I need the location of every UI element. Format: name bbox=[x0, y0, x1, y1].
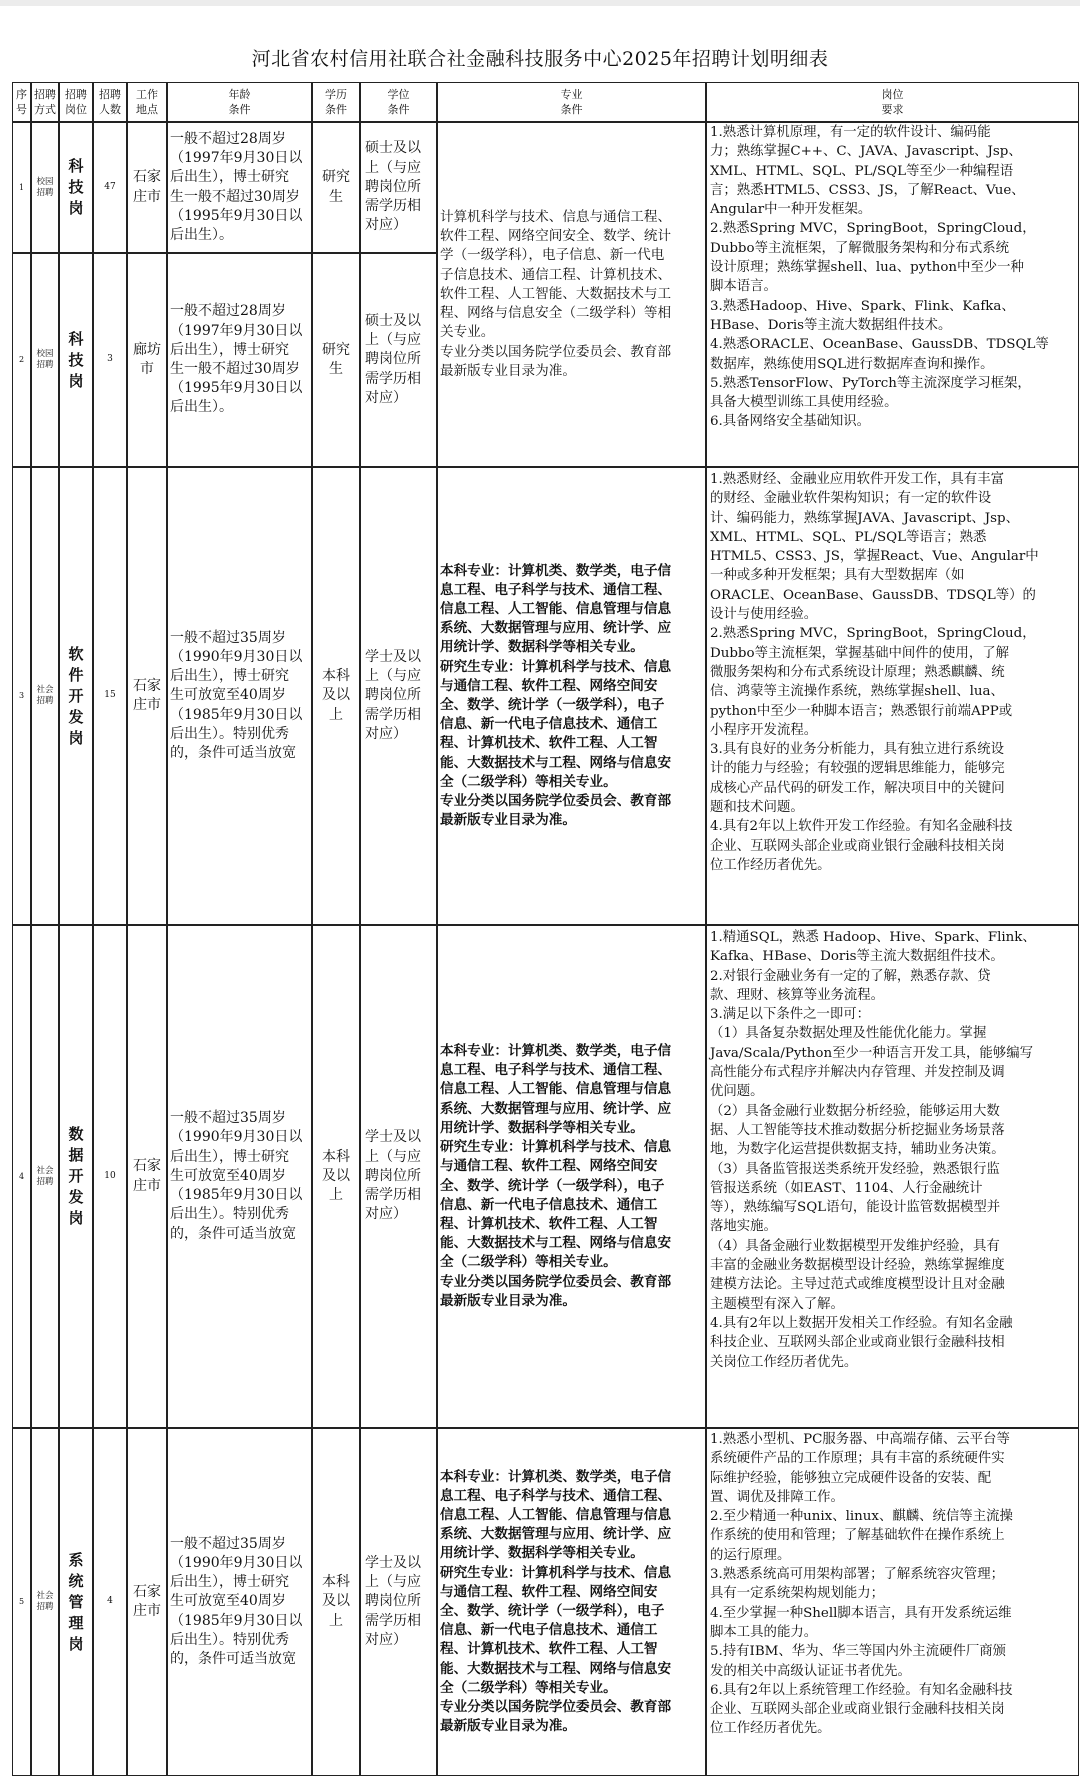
recruit-method: 校园 招聘 bbox=[31, 122, 59, 253]
post-name: 软 件 开 发 岗 bbox=[59, 467, 93, 925]
education-condition: 研究 生 bbox=[312, 122, 360, 253]
recruitment-table bbox=[12, 82, 1079, 1776]
major-condition: 计算机科学与技术、信息与通信工程、 软件工程、网络空间安全、数学、统计 学（一级学科），电子信息、新一代电 子信息技术、通信工程、计算机技术、 软件工程、人工智能、大数据技术与工 程、网络与信息安全（二级学科）等相 关专业。 专业分类以国务院学位委员会、教育部 最新版专业目录为准。 bbox=[437, 122, 706, 467]
degree-condition: 学士及以 上（与应 聘岗位所 需学历相 对应） bbox=[360, 467, 437, 925]
post-requirements: 1.熟悉小型机、PC服务器、中高端存储、云平台等 系统硬件产品的工作原理；具有丰富的系统硬件实 际维护经验，能够独立完成硬件设备的安装、配 置、调优及排障工作。 2.至少精通一种unix、linux、麒麟、统信等主流操 作系统的使用和管理；了解基础软件在操作系统上 的运行原理。 3.熟悉系统高可用架构部署；了解系统容灾管理； 具有一定系统架构规划能力； 4.至少掌握一种Shell脚本语言，具有开发系统运维 脚本工具的能力。 5.持有IBM、华为、华三等国内外主流硬件厂商颁 发的相关中高级认证证书者优先。 6.具有2年以上系统管理工作经验。有知名金融科技 企业、互联网头部企业或商业银行金融科技相关岗 位工作经历者优先。 bbox=[706, 1428, 1079, 1776]
work-location: 石家 庄市 bbox=[127, 122, 167, 253]
education-condition: 本科 及以 上 bbox=[312, 925, 360, 1428]
degree-condition: 学士及以 上（与应 聘岗位所 需学历相 对应） bbox=[360, 1428, 437, 1776]
age-condition: 一般不超过28周岁 （1997年9月30日以 后出生），博士研究 生一般不超过30周岁 （1995年9月30日以 后出生）。 bbox=[167, 253, 312, 467]
table-row bbox=[12, 467, 1079, 925]
post-name: 系 统 管 理 岗 bbox=[59, 1428, 93, 1776]
row-index: 3 bbox=[12, 467, 31, 925]
degree-condition: 硕士及以 上（与应 聘岗位所 需学历相 对应） bbox=[360, 253, 437, 467]
header-age: 年龄 条件 bbox=[167, 82, 312, 122]
degree-condition: 学士及以 上（与应 聘岗位所 需学历相 对应） bbox=[360, 925, 437, 1428]
age-condition: 一般不超过35周岁 （1990年9月30日以 后出生），博士研究 生可放宽至40周岁 （1985年9月30日以 后出生）。特别优秀 的，条件可适当放宽 bbox=[167, 467, 312, 925]
header-education: 学历 条件 bbox=[312, 82, 360, 122]
header-major: 专业 条件 bbox=[437, 82, 706, 122]
header-row bbox=[12, 82, 1079, 122]
post-requirements: 1.熟悉计算机原理，有一定的软件设计、编码能 力；熟练掌握C++、C、JAVA、Javascript、Jsp、 XML、HTML、SQL、PL/SQL等至少一种编程语 言；熟悉HTML5、CSS3、JS，了解React、Vue、 Angular中一种开发框架。 2.熟悉Spring MVC，SpringBoot，SpringCloud， Dubbo等主流框架，了解微服务架构和分布式系统 设计原理；熟练掌握shell、lua、python中至少一种 脚本语言。 3.熟悉Hadoop、Hive、Spark、Flink、Kafka、 HBase、Doris等主流大数据组件技术。 4.熟悉ORACLE、OceanBase、GaussDB、TDSQL等 数据库，熟练使用SQL进行数据库查询和操作。 5.熟悉TensorFlow、PyTorch等主流深度学习框架， 具备大模型训练工具使用经验。 6.具备网络安全基础知识。 bbox=[706, 122, 1079, 467]
header-location: 工作 地点 bbox=[127, 82, 167, 122]
recruit-method: 社会 招聘 bbox=[31, 1428, 59, 1776]
education-condition: 本科 及以 上 bbox=[312, 467, 360, 925]
table-row bbox=[12, 925, 1079, 1428]
row-index: 5 bbox=[12, 1428, 31, 1776]
headcount: 15 bbox=[93, 467, 127, 925]
row-index: 1 bbox=[12, 122, 31, 253]
row-index: 2 bbox=[12, 253, 31, 467]
header-idx: 序 号 bbox=[12, 82, 31, 122]
work-location: 石家 庄市 bbox=[127, 1428, 167, 1776]
age-condition: 一般不超过28周岁 （1997年9月30日以 后出生），博士研究 生一般不超过30周岁 （1995年9月30日以 后出生）。 bbox=[167, 122, 312, 253]
recruit-method: 校园 招聘 bbox=[31, 253, 59, 467]
work-location: 石家 庄市 bbox=[127, 925, 167, 1428]
major-condition: 本科专业：计算机类、数学类，电子信 息工程、电子科学与技术、通信工程、 信息工程、人工智能、信息管理与信息 系统、大数据管理与应用、统计学、应 用统计学、数据科学等相关专业。 研究生专业：计算机科学与技术、信息 与通信工程、软件工程、网络空间安 全、数学、统计学（一级学科），电子 信息、新一代电子信息技术、通信工 程、计算机技术、软件工程、人工智 能、大数据技术与工程、网络与信息安 全（二级学科）等相关专业。 专业分类以国务院学位委员会、教育部 最新版专业目录为准。 bbox=[437, 1428, 706, 1776]
table-row bbox=[12, 122, 1079, 253]
major-condition: 本科专业：计算机类、数学类，电子信 息工程、电子科学与技术、通信工程、 信息工程、人工智能、信息管理与信息 系统、大数据管理与应用、统计学、应 用统计学、数据科学等相关专业。 研究生专业：计算机科学与技术、信息 与通信工程、软件工程、网络空间安 全、数学、统计学（一级学科），电子 信息、新一代电子信息技术、通信工 程、计算机技术、软件工程、人工智 能、大数据技术与工程、网络与信息安 全（二级学科）等相关专业。 专业分类以国务院学位委员会、教育部 最新版专业目录为准。 bbox=[437, 925, 706, 1428]
header-degree: 学位 条件 bbox=[360, 82, 437, 122]
header-post: 招聘 岗位 bbox=[59, 82, 93, 122]
age-condition: 一般不超过35周岁 （1990年9月30日以 后出生），博士研究 生可放宽至40周岁 （1985年9月30日以 后出生）。特别优秀 的，条件可适当放宽 bbox=[167, 925, 312, 1428]
work-location: 廊坊 市 bbox=[127, 253, 167, 467]
top-bar bbox=[0, 0, 1080, 6]
major-condition: 本科专业：计算机类、数学类，电子信 息工程、电子科学与技术、通信工程、 信息工程、人工智能、信息管理与信息 系统、大数据管理与应用、统计学、应 用统计学、数据科学等相关专业。 研究生专业：计算机科学与技术、信息 与通信工程、软件工程、网络空间安 全、数学、统计学（一级学科），电子 信息、新一代电子信息技术、通信工 程、计算机技术、软件工程、人工智 能、大数据技术与工程、网络与信息安 全（二级学科）等相关专业。 专业分类以国务院学位委员会、教育部 最新版专业目录为准。 bbox=[437, 467, 706, 925]
education-condition: 研究 生 bbox=[312, 253, 360, 467]
work-location: 石家 庄市 bbox=[127, 467, 167, 925]
headcount: 4 bbox=[93, 1428, 127, 1776]
age-condition: 一般不超过35周岁 （1990年9月30日以 后出生），博士研究 生可放宽至40周岁 （1985年9月30日以 后出生）。特别优秀 的，条件可适当放宽 bbox=[167, 1428, 312, 1776]
row-index: 4 bbox=[12, 925, 31, 1428]
page-title: 河北省农村信用社联合社金融科技服务中心2025年招聘计划明细表 bbox=[251, 48, 829, 70]
headcount: 10 bbox=[93, 925, 127, 1428]
post-name: 科 技 岗 bbox=[59, 122, 93, 253]
headcount: 3 bbox=[93, 253, 127, 467]
post-name: 数 据 开 发 岗 bbox=[59, 925, 93, 1428]
header-method: 招聘 方式 bbox=[31, 82, 59, 122]
table-row bbox=[12, 1428, 1079, 1776]
post-requirements: 1.精通SQL，熟悉 Hadoop、Hive、Spark、Flink、 Kafka、HBase、Doris等主流大数据组件技术。 2.对银行金融业务有一定的了解，熟悉存款、贷 款、理财、核算等业务流程。 3.满足以下条件之一即可： （1）具备复杂数据处理及性能优化能力。掌握 Java/Scala/Python至少一种语言开发工具，能够编写 高性能分布式程序并解决内存管理、并发控制及调 优问题。 （2）具备金融行业数据分析经验，能够运用大数 据、人工智能等技术推动数据分析挖掘业务场景落 地，为数字化运营提供数据支持，辅助业务决策。 （3）具备监管报送类系统开发经验，熟悉银行监 管报送系统（如EAST、1104、人行金融统计 等），熟练编写SQL语句，能设计监管数据模型并 落地实施。 （4）具备金融行业数据模型开发维护经验，具有 丰富的金融业务数据模型设计经验，熟练掌握维度 建模方法论。主导过范式或维度模型设计且对金融 主题模型有深入了解。 4.具有2年以上数据开发相关工作经验。有知名金融 科技企业、互联网头部企业或商业银行金融科技相 关岗位工作经历者优先。 bbox=[706, 925, 1079, 1428]
headcount: 47 bbox=[93, 122, 127, 253]
recruit-method: 社会 招聘 bbox=[31, 925, 59, 1428]
header-requirements: 岗位 要求 bbox=[706, 82, 1079, 122]
post-requirements: 1.熟悉财经、金融业应用软件开发工作，具有丰富 的财经、金融业软件架构知识；有一定的软件设 计、编码能力，熟练掌握JAVA、Javascript、Jsp、 XML、HTML、SQL、PL/SQL等语言；熟悉 HTML5、CSS3、JS，掌握React、Vue、Angular中 一种或多种开发框架；具有大型数据库（如 ORACLE、OceanBase、GaussDB、TDSQL等）的 设计与使用经验。 2.熟悉Spring MVC，SpringBoot，SpringCloud， Dubbo等主流框架，掌握基础中间件的使用，了解 微服务架构和分布式系统设计原理；熟悉麒麟、统 信、鸿蒙等主流操作系统，熟练掌握shell、lua、 python中至少一种脚本语言；熟悉银行前端APP或 小程序开发流程。 3.具有良好的业务分析能力，具有独立进行系统设 计的能力与经验；有较强的逻辑思维能力，能够完 成核心产品代码的研发工作，解决项目中的关键问 题和技术问题。 4.具有2年以上软件开发工作经验。有知名金融科技 企业、互联网头部企业或商业银行金融科技相关岗 位工作经历者优先。 bbox=[706, 467, 1079, 925]
header-count: 招聘 人数 bbox=[93, 82, 127, 122]
education-condition: 本科 及以 上 bbox=[312, 1428, 360, 1776]
degree-condition: 硕士及以 上（与应 聘岗位所 需学历相 对应） bbox=[360, 122, 437, 253]
recruit-method: 社会 招聘 bbox=[31, 467, 59, 925]
post-name: 科 技 岗 bbox=[59, 253, 93, 467]
